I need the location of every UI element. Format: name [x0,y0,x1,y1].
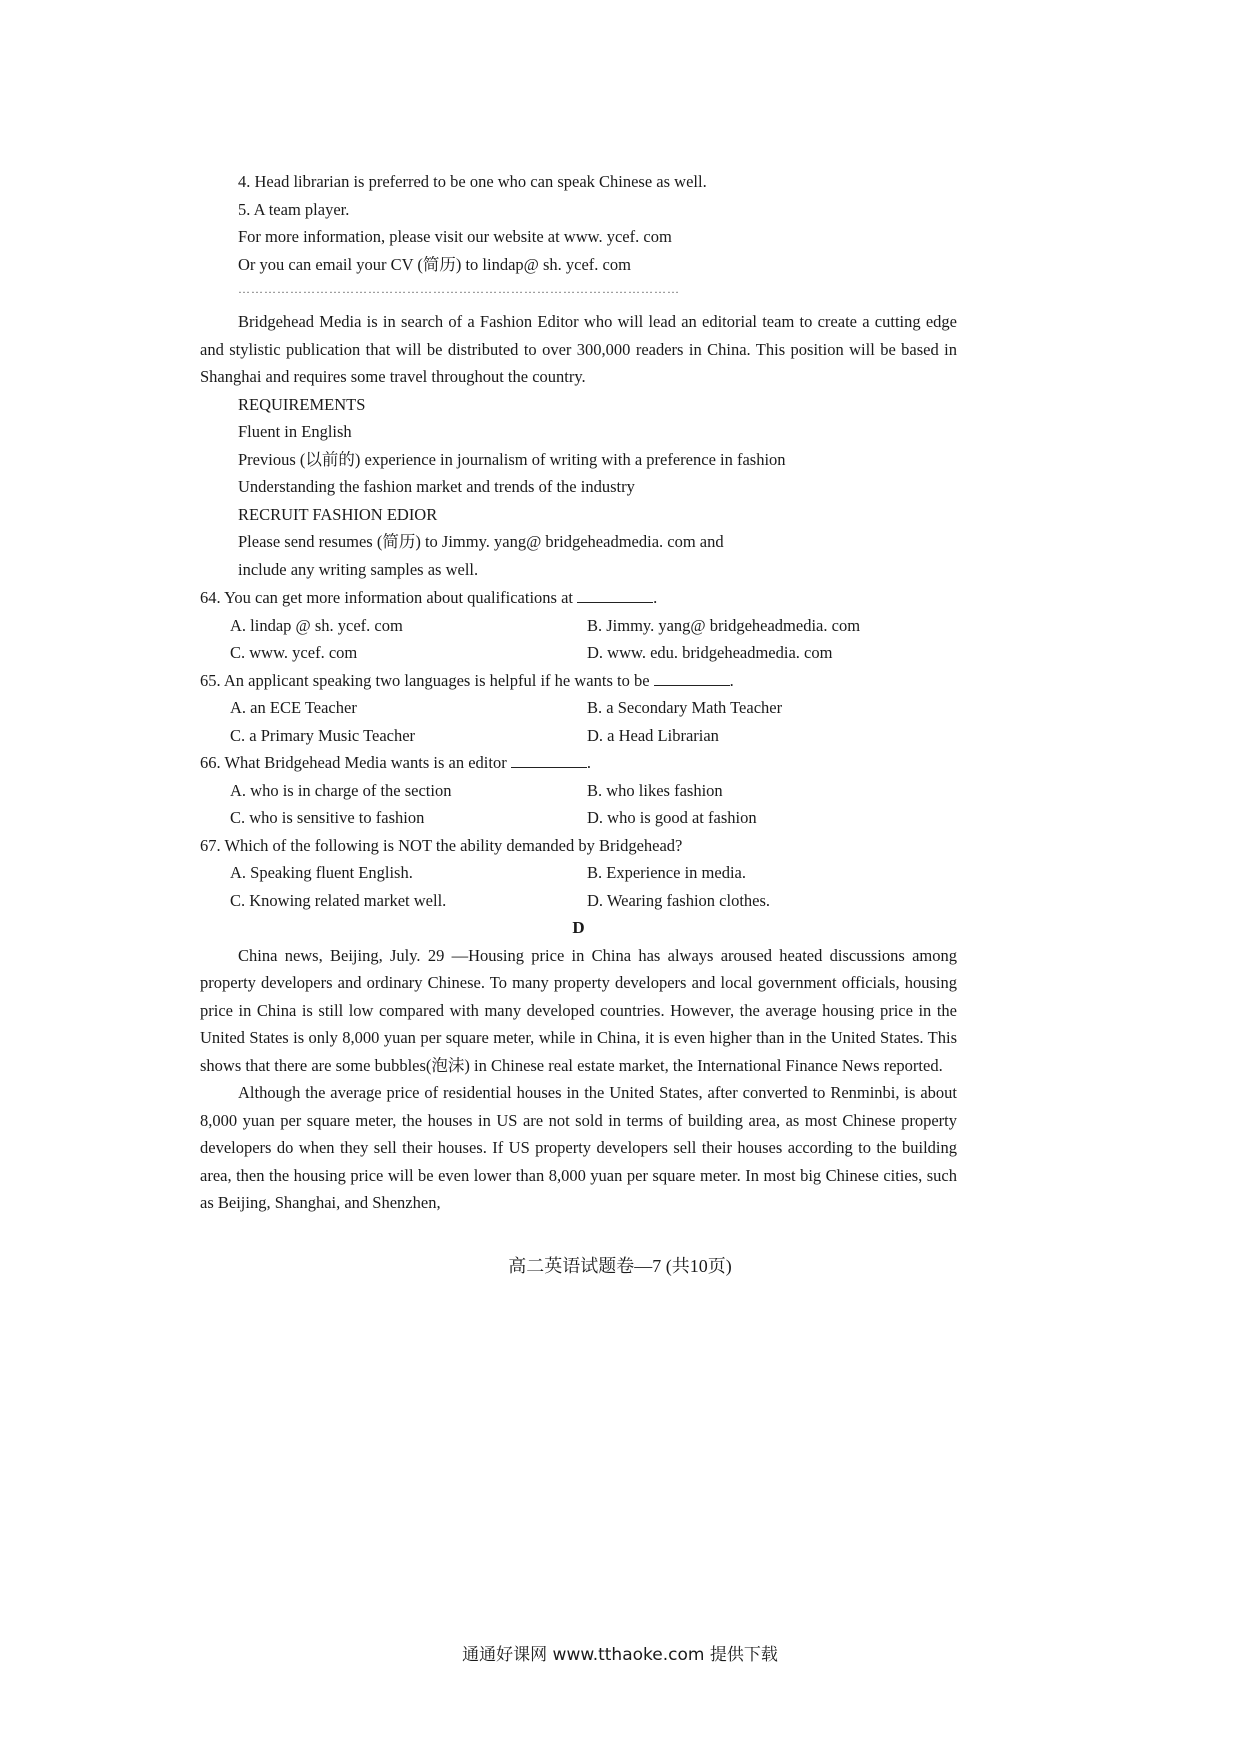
question-67 [200,832,957,860]
passage-paragraph: China news, Beijing, July. 29 —Housing price in China has always aroused heated discussions among property developers and ordinary Chinese. To many property developers and local government officials, housing price in China is still low compared with many developed countries. However, the average housing price in the United States is only 8,000 yuan per square meter, while in China, it is even higher than in the United States. This shows that there are some bubbles(泡沫) in Chinese real estate market, the International Finance News reported. [200,945,957,1075]
section-heading: D [572,918,585,937]
ad-heading-recruit: RECRUIT FASHION EDIOR [238,504,438,524]
question-end: . [586,753,591,772]
ad-line: Understanding the fashion market and trends of the industry [238,477,635,496]
answer-blank [654,671,730,686]
question-stem: 64. You can get more information about qualifications at [200,588,574,607]
ad-line: Please send resumes (简历) to Jimmy. yang@ bridgeheadmedia. com and [238,532,724,551]
previous-ad-continuation [200,168,957,300]
site-credit: 通通好课网 www.tthaoke.com 提供下载 [462,1645,778,1665]
answer-blank [511,753,587,768]
option-b: B. a Secondary Math Teacher [587,698,783,717]
bridgehead-ad [200,308,957,583]
ad-line: Fluent in English [238,422,352,441]
email-info: Or you can email your CV (简历) to lindap@ sh. ycef. com [238,254,631,274]
passage-paragraph: Although the average price of residential houses in the United States, after converted to Renminbi, is about 8,000 yuan per square meter, the houses in US are not sold in terms of building area, as most Chinese property developers do when they sell their houses. If US property developers sell their houses according to the building area, then the housing price will be even lower than 8,000 yuan per square meter. In most big Chinese cities, such as Beijing, Shanghai, and Shenzhen, [200,1083,957,1212]
option-c: C. who is sensitive to fashion [230,808,425,827]
options-67 [200,859,957,914]
option-a: A. who is in charge of the section [230,780,452,800]
question-65 [200,667,957,695]
options-64 [200,612,957,667]
option-b: B. Experience in media. [587,863,746,882]
answer-blank [577,588,653,603]
question-stem: 67. Which of the following is NOT the ability demanded by Bridgehead? [200,835,683,855]
ad-heading-requirements: REQUIREMENTS [238,394,366,414]
section-d [200,914,957,1217]
option-c: C. www. ycef. com [230,643,358,662]
option-a: A. an ECE Teacher [230,698,357,717]
option-d: D. who is good at fashion [587,808,757,827]
option-a: A. Speaking fluent English. [230,863,413,882]
question-stem: 65. An applicant speaking two languages is helpful if he wants to be [200,670,650,690]
requirement-item: 5. A team player. [238,199,350,219]
options-65 [200,694,957,749]
question-end: . [729,670,734,690]
requirement-item: 4. Head librarian is preferred to be one who can speak Chinese as well. [238,172,707,191]
option-d: D. www. edu. bridgeheadmedia. com [587,643,833,662]
ad-paragraph: Bridgehead Media is in search of a Fashion Editor who will lead an editorial team to create a cutting edge and stylistic publication that will be distributed to over 300,000 readers in China. This position will be based in Shanghai and requires some travel throughout the country. [200,312,957,386]
ad-line: include any writing samples as well. [238,559,479,579]
option-b: B. Jimmy. yang@ bridgeheadmedia. com [587,615,861,635]
questions-section [200,584,957,914]
option-d: D. Wearing fashion clothes. [587,890,771,910]
question-stem: 66. What Bridgehead Media wants is an editor [200,753,507,772]
option-d: D. a Head Librarian [587,725,719,745]
option-c: C. Knowing related market well. [230,890,447,910]
option-a: A. lindap @ sh. ycef. com [230,615,403,635]
option-b: B. who likes fashion [587,780,723,800]
question-66 [200,749,957,777]
separator-dots: ………………………………………………………………………………………… [238,282,680,296]
question-64 [200,584,957,612]
options-66 [200,777,957,832]
question-end: . [653,588,658,607]
page-footer: 高二英语试题卷—7 (共10页) [508,1256,732,1276]
option-c: C. a Primary Music Teacher [230,725,416,745]
website-info: For more information, please visit our website at www. ycef. com [238,227,672,246]
ad-line: Previous (以前的) experience in journalism of writing with a preference in fashion [238,449,786,469]
